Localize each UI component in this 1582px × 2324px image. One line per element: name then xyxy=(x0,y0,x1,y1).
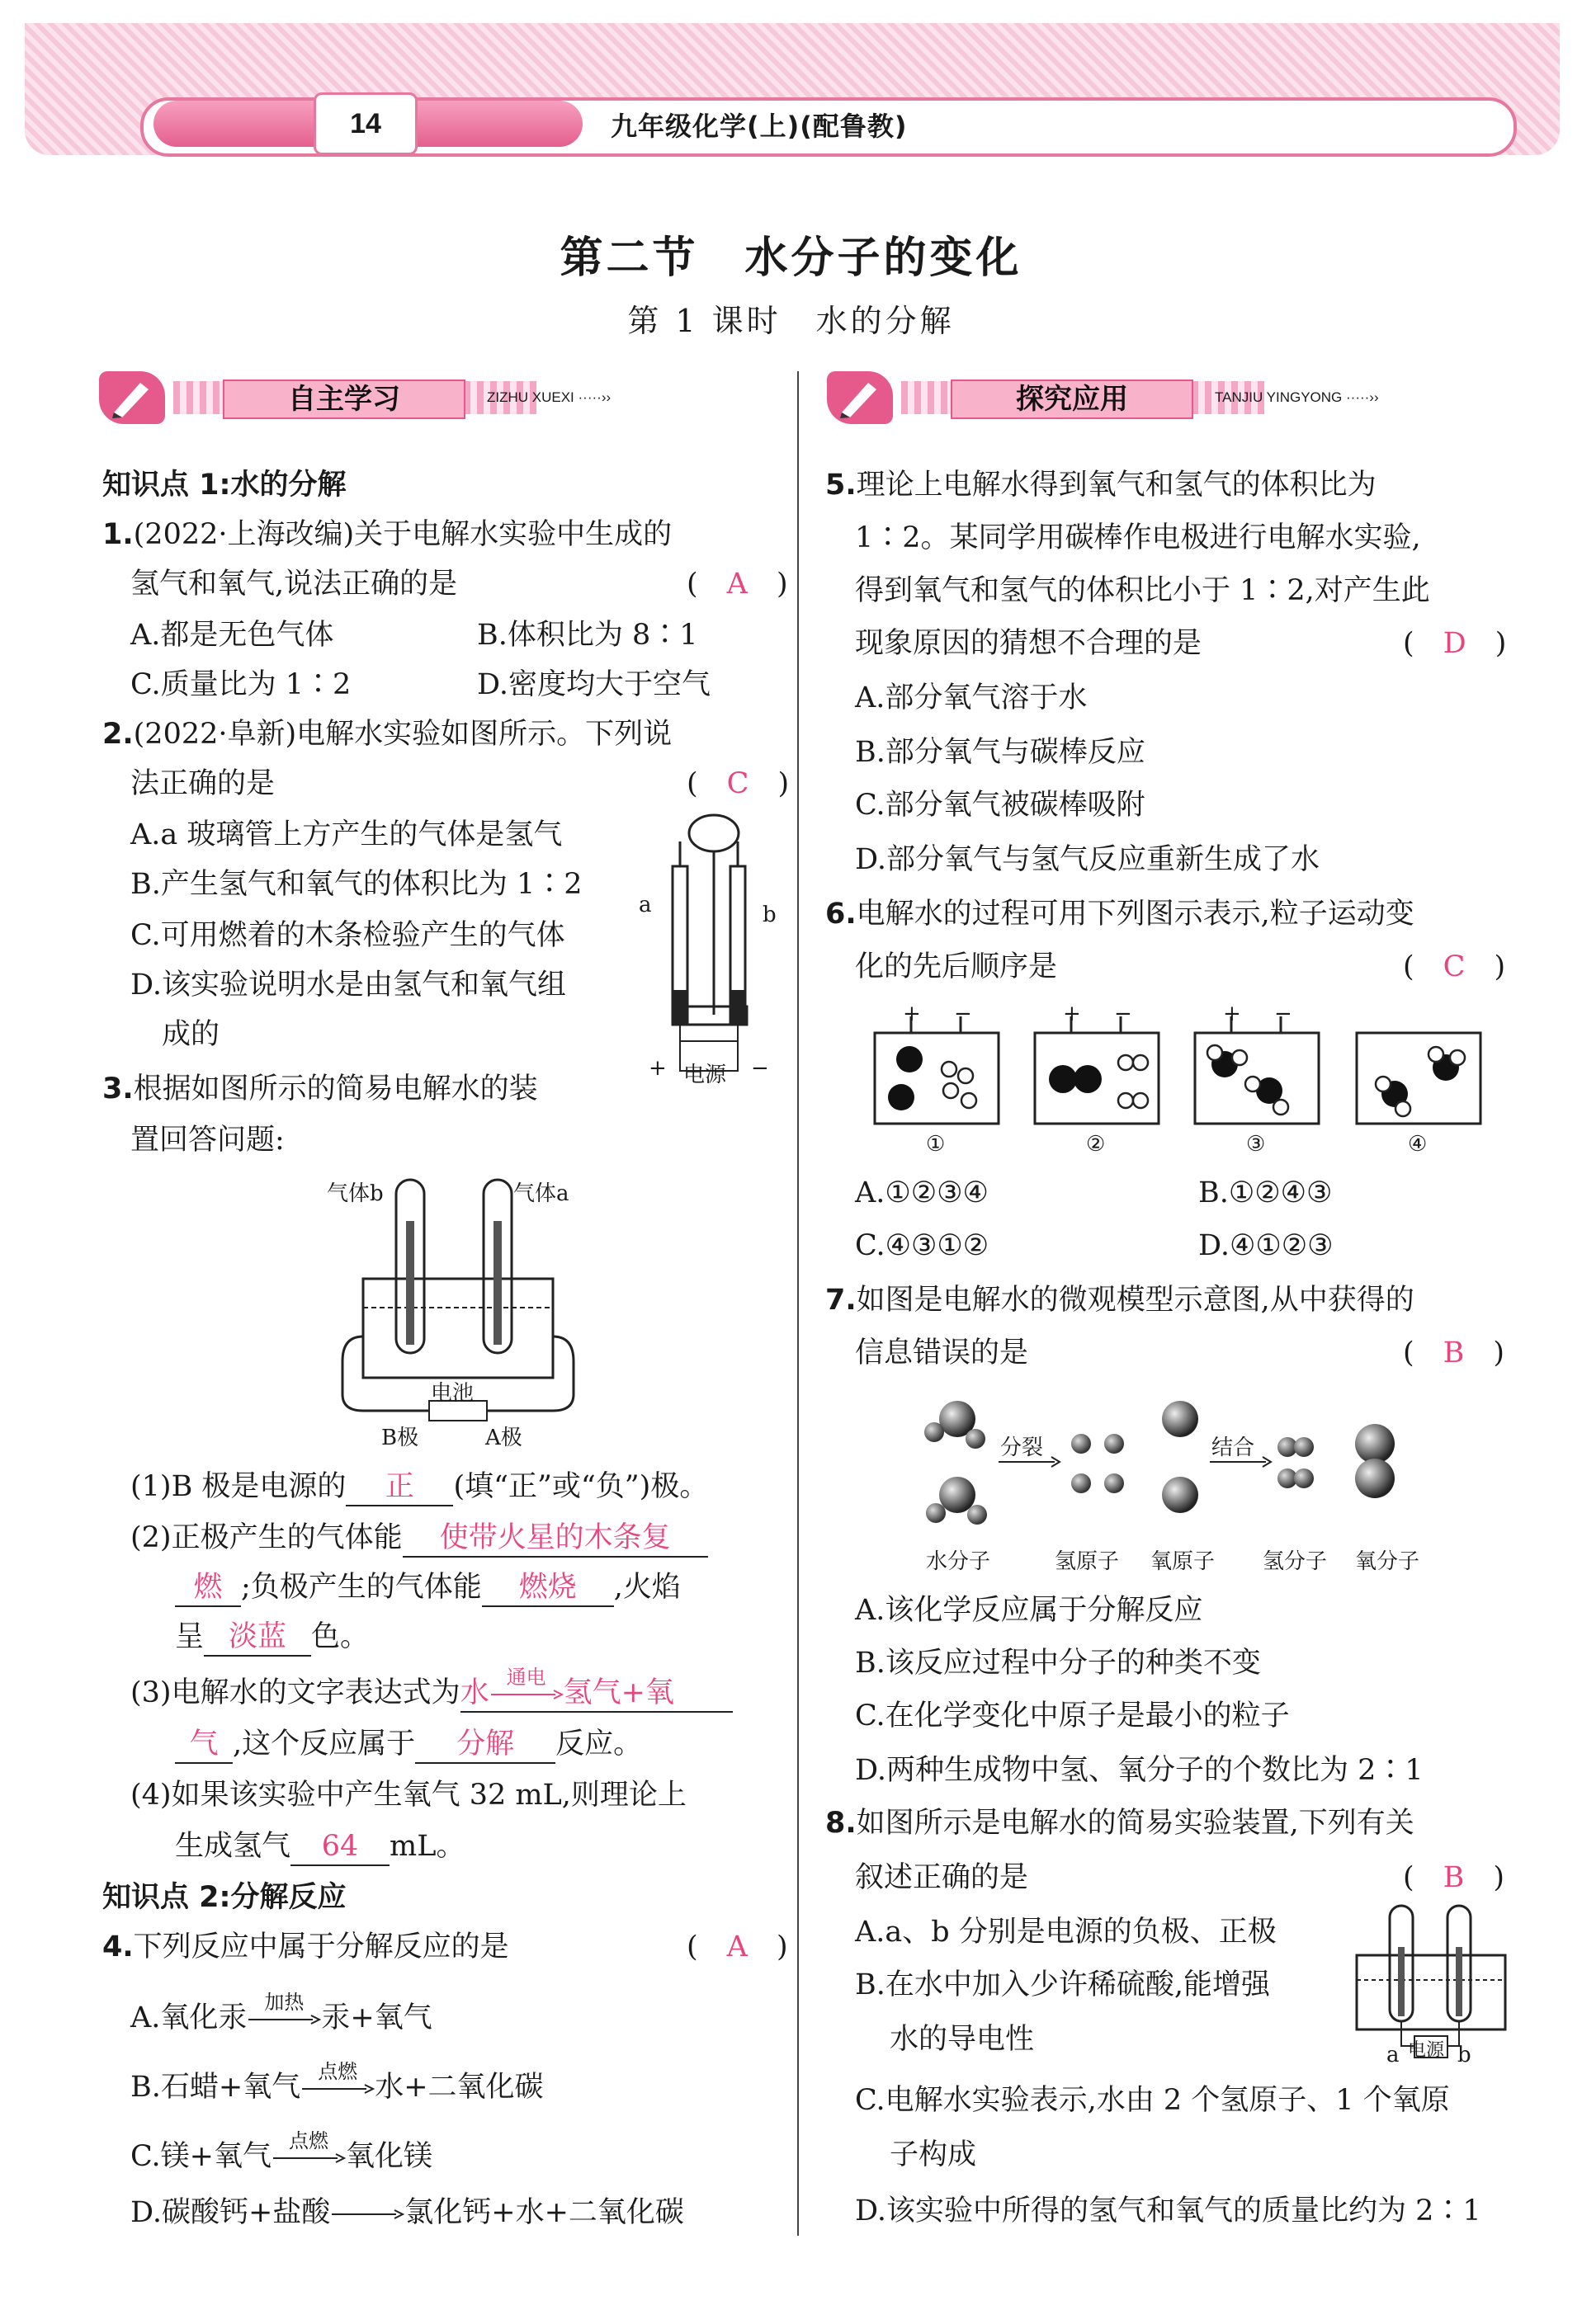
q8-fig-b: b xyxy=(1457,2043,1471,2067)
q7-fig-combine: 结合 xyxy=(1211,1435,1255,1460)
q6-fig2-plus: + xyxy=(1063,1002,1081,1026)
q8-option-d: D.该实验中所得的氢气和氧气的质量比约为 2∶1 xyxy=(855,2194,1481,2227)
q3-fig-gas-b: 气体b xyxy=(327,1181,384,1206)
q4-option-c: C.镁+氧气 点燃 氧化镁 xyxy=(130,2128,432,2173)
q7-line2: 信息错误的是 xyxy=(855,1336,1029,1369)
q2-fig-plus: + xyxy=(649,1056,667,1081)
left-banner-label: 自主学习 xyxy=(223,379,465,419)
q3-line2: 置回答问题: xyxy=(130,1124,285,1157)
right-banner-pinyin: TANJIU YINGYONG ·····›› xyxy=(1215,389,1379,405)
q7-option-b: B.该反应过程中分子的种类不变 xyxy=(855,1647,1261,1680)
q4-answer-bracket: ( A ) xyxy=(687,1930,788,1963)
q8-line2: 叙述正确的是 xyxy=(855,1861,1029,1894)
column-divider xyxy=(797,371,799,2236)
q3-fig-battery: 电池 xyxy=(431,1381,475,1406)
q5-answer-bracket: ( D ) xyxy=(1403,627,1507,660)
q1-line2: 氢气和氧气,说法正确的是 xyxy=(130,568,458,601)
q2-fig-a: a xyxy=(639,893,652,917)
q6-fig-label-1: ① xyxy=(926,1132,946,1157)
q6-option-c: C.④③①② xyxy=(855,1229,989,1262)
q6-option-d: D.④①②③ xyxy=(1198,1229,1334,1262)
q2-option-d-line2: 成的 xyxy=(162,1018,220,1051)
q6-option-b: B.①②④③ xyxy=(1198,1176,1333,1209)
q3-part4-line2: 生成氢气 64 mL。 xyxy=(175,1828,465,1866)
q4-stem: 4.下列反应中属于分解反应的是 xyxy=(102,1930,509,1963)
q3-line1: 3.根据如图所示的简易电解水的装 xyxy=(102,1072,538,1105)
q8-option-b-line2: 水的导电性 xyxy=(890,2023,1035,2056)
q6-fig1-plus: + xyxy=(903,1002,921,1026)
q7-fig-split: 分裂 xyxy=(1000,1435,1044,1460)
q3-part3-line1: (3)电解水的文字表达式为水 通电 氢气+氧 xyxy=(130,1675,733,1713)
q2-line2: 法正确的是 xyxy=(130,767,276,800)
q6-fig2-minus: − xyxy=(1114,1002,1132,1026)
q7-option-c: C.在化学变化中原子是最小的粒子 xyxy=(855,1699,1290,1732)
q2-apparatus-figure xyxy=(627,808,776,1089)
q5-option-d: D.部分氧气与氢气反应重新生成了水 xyxy=(855,843,1320,876)
q2-option-b: B.产生氢气和氧气的体积比为 1∶2 xyxy=(130,868,583,901)
q7-fig-h-atom: 氢原子 xyxy=(1055,1549,1120,1574)
q7-fig-o2-molecule: 氧分子 xyxy=(1355,1549,1420,1574)
q5-option-c: C.部分氧气被碳棒吸附 xyxy=(855,789,1145,822)
q7-answer-bracket: ( B ) xyxy=(1403,1336,1505,1369)
q3-part2-line3: 呈 淡蓝 色。 xyxy=(175,1619,369,1657)
q6-fig-label-3: ③ xyxy=(1246,1132,1266,1157)
q6-fig-label-2: ② xyxy=(1086,1132,1106,1157)
q3-fig-pole-a: A极 xyxy=(485,1426,522,1450)
q8-option-a: A.a、b 分别是电源的负极、正极 xyxy=(855,1916,1277,1949)
left-banner-pinyin: ZIZHU XUEXI ·····›› xyxy=(487,389,612,405)
q7-line1: 7.如图是电解水的微观模型示意图,从中获得的 xyxy=(825,1284,1414,1317)
q2-option-d-line1: D.该实验说明水是由氢气和氧气组 xyxy=(130,969,566,1002)
right-banner-label: 探究应用 xyxy=(951,379,1193,419)
pencil-icon xyxy=(827,371,893,424)
q3-part1: (1)B 极是电源的 正 (填“正”或“负”)极。 xyxy=(130,1468,708,1506)
q2-fig-power: 电源 xyxy=(683,1063,727,1087)
q7-option-d: D.两种生成物中氢、氧分子的个数比为 2∶1 xyxy=(855,1754,1424,1787)
book-title: 九年级化学(上)(配鲁教) xyxy=(611,111,908,142)
q6-fig3-minus: − xyxy=(1274,1002,1292,1026)
q1-answer-bracket: ( A ) xyxy=(687,568,788,601)
knowledge-point-2: 知识点 2:分解反应 xyxy=(102,1881,347,1914)
q3-part3-line2: 气 ,这个反应属于 分解 反应。 xyxy=(175,1726,642,1764)
q1-option-b: B.体积比为 8∶1 xyxy=(477,619,698,652)
q8-line1: 8.如图所示是电解水的简易实验装置,下列有关 xyxy=(825,1807,1414,1840)
q8-option-c-line1: C.电解水实验表示,水由 2 个氢原子、1 个氧原 xyxy=(855,2084,1450,2117)
q2-fig-b: b xyxy=(763,903,777,927)
q5-line2: 1∶2。某同学用碳棒作电极进行电解水实验, xyxy=(855,521,1421,554)
q6-line2: 化的先后顺序是 xyxy=(855,950,1058,983)
q2-option-a: A.a 玻璃管上方产生的气体是氢气 xyxy=(130,818,563,851)
q2-fig-minus: − xyxy=(751,1056,769,1081)
q5-line3: 得到氧气和氢气的体积比小于 1∶2,对产生此 xyxy=(855,574,1430,607)
q6-line1: 6.电解水的过程可用下列图示表示,粒子运动变 xyxy=(825,898,1414,931)
q6-fig-label-4: ④ xyxy=(1408,1132,1428,1157)
q2-line1: 2.(2022·阜新)电解水实验如图所示。下列说 xyxy=(102,718,673,751)
q3-fig-gas-a: 气体a xyxy=(513,1181,569,1206)
q5-option-a: A.部分氧气溶于水 xyxy=(855,681,1088,714)
page-number: 14 xyxy=(314,92,418,155)
q5-option-b: B.部分氧气与碳棒反应 xyxy=(855,736,1145,769)
pencil-icon xyxy=(99,371,165,424)
q3-part4-line1: (4)如果该实验中产生氧气 32 mL,则理论上 xyxy=(130,1779,687,1812)
q5-line1: 5.理论上电解水得到氧气和氢气的体积比为 xyxy=(825,469,1377,502)
left-banner xyxy=(99,371,660,424)
q7-fig-water-molecule: 水分子 xyxy=(926,1549,991,1574)
q1-line1: 1.(2022·上海改编)关于电解水实验中生成的 xyxy=(102,518,673,551)
q7-molecule-model-figure xyxy=(916,1386,1428,1551)
q7-fig-h2-molecule: 氢分子 xyxy=(1263,1549,1328,1574)
q4-option-b: B.石蜡+氧气 点燃 水+二氧化碳 xyxy=(130,2059,544,2104)
q6-fig3-plus: + xyxy=(1223,1002,1241,1026)
q4-option-a: A.氧化汞 加热 汞+氧气 xyxy=(130,1990,432,2034)
q6-answer-bracket: ( C ) xyxy=(1403,950,1506,983)
q1-option-d: D.密度均大于空气 xyxy=(477,668,711,701)
knowledge-point-1: 知识点 1:水的分解 xyxy=(102,469,347,502)
q1-option-a: A.都是无色气体 xyxy=(130,619,334,652)
q1-option-c: C.质量比为 1∶2 xyxy=(130,668,352,701)
q3-part2-line2: 燃 ;负极产生的气体能 燃烧 ,火焰 xyxy=(175,1569,681,1607)
q3-apparatus-figure xyxy=(338,1171,578,1452)
q8-fig-a: a xyxy=(1386,2043,1400,2067)
q8-answer-bracket: ( B ) xyxy=(1403,1861,1505,1894)
q7-fig-o-atom: 氧原子 xyxy=(1150,1549,1216,1574)
q3-part2-line1: (2)正极产生的气体能 使带火星的木条复 xyxy=(130,1520,708,1558)
q8-option-c-line2: 子构成 xyxy=(890,2138,977,2171)
q2-option-c: C.可用燃着的木条检验产生的气体 xyxy=(130,919,565,952)
q8-fig-power: 电源 xyxy=(1408,2040,1445,2061)
lesson-title: 第 1 课时 水的分解 xyxy=(627,303,955,339)
q5-line4: 现象原因的猜想不合理的是 xyxy=(855,627,1202,660)
right-banner xyxy=(827,371,1388,424)
q3-fig-pole-b: B极 xyxy=(381,1426,419,1450)
q2-answer-bracket: ( C ) xyxy=(687,767,790,800)
q7-option-a: A.该化学反应属于分解反应 xyxy=(855,1594,1203,1627)
q6-option-a: A.①②③④ xyxy=(855,1176,989,1209)
q4-option-d: D.碳酸钙+盐酸 氯化钙+水+二氧化碳 xyxy=(130,2196,684,2229)
q8-option-b-line1: B.在水中加入少许稀硫酸,能增强 xyxy=(855,1968,1270,2001)
q6-particle-figures xyxy=(858,1008,1518,1132)
q6-fig1-minus: − xyxy=(954,1002,972,1026)
section-title: 第二节 水分子的变化 xyxy=(560,233,1022,283)
